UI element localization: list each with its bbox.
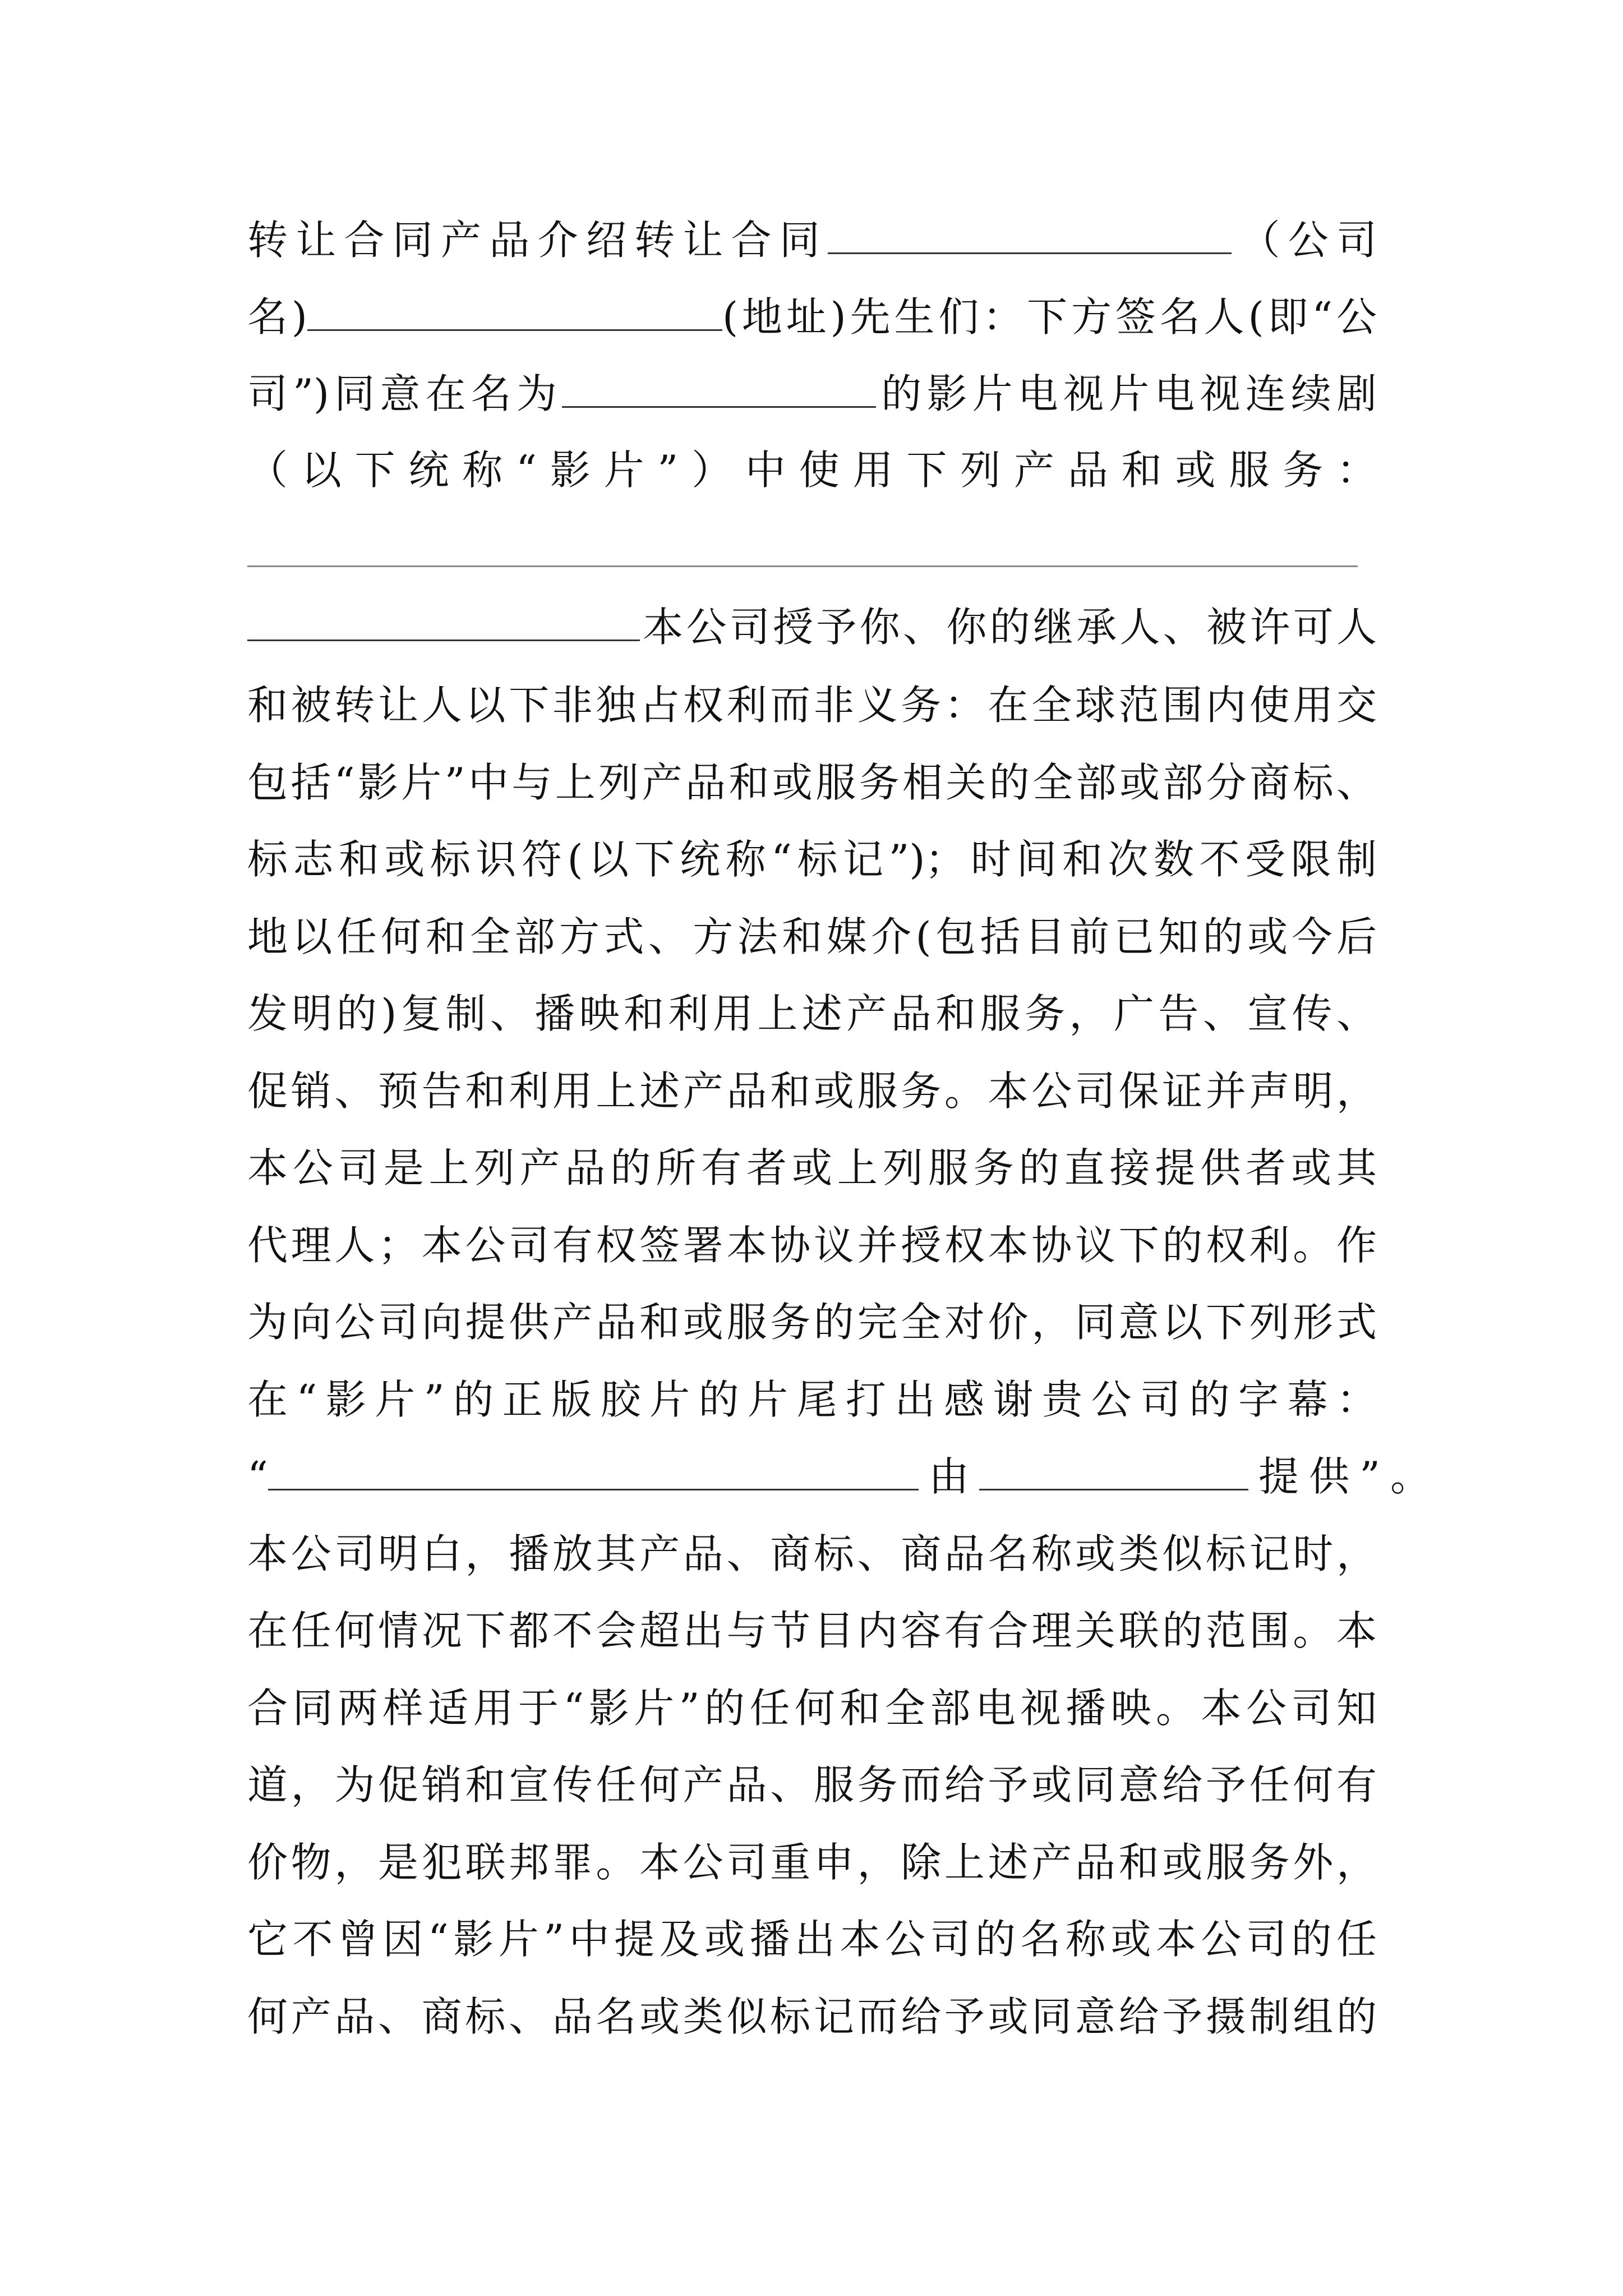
fill-blank [979, 1455, 1248, 1490]
text-line [247, 1217, 1377, 1273]
line-text: 本公司明白，播放其产品、商标、商品名称或类似标记时， [247, 1530, 1377, 1577]
line-text: 价物，是犯联邦罪。本公司重申，除上述产品和或服务外， [247, 1839, 1377, 1886]
line-text: 由 [918, 1453, 979, 1500]
line-text: 的影片电视片电视连续剧 [876, 370, 1377, 417]
line-text: 本公司授予你、你的继承人、被许可人 [640, 604, 1377, 651]
text-line [247, 212, 1377, 268]
text-line [247, 677, 1377, 733]
line-text: 发明的)复制、播映和利用上述产品和服务，广告、宣传、 [247, 990, 1377, 1037]
line-text: 和被转让人以下非独占权利而非义务：在全球范围内使用交 [247, 682, 1377, 729]
fill-blank [828, 219, 1232, 254]
line-text: 名) [247, 293, 307, 341]
line-text: 为向公司向提供产品和或服务的完全对价，同意以下列形式 [247, 1299, 1377, 1346]
text-line [247, 1603, 1377, 1659]
text-line [247, 1294, 1377, 1350]
text-line [247, 1680, 1377, 1736]
text-line [247, 1448, 1431, 1504]
text-line [247, 599, 1377, 655]
text-line [247, 1063, 1377, 1119]
line-text: 本公司是上列产品的所有者或上列服务的直接提供者或其 [247, 1144, 1377, 1191]
text-line [247, 986, 1377, 1042]
fill-blank [247, 606, 640, 641]
text-line [247, 909, 1377, 965]
fill-blank [307, 296, 722, 331]
line-text: 在“影片”的正版胶片的片尾打出感谢贵公司的字幕： [247, 1376, 1377, 1423]
text-line [247, 1757, 1377, 1813]
line-text: 促销、预告和利用上述产品和或服务。本公司保证并声明， [247, 1068, 1377, 1115]
line-text: （以下统称“影片”）中使用下列产品和或服务： [247, 447, 1377, 494]
line-text: 提供”。 [1248, 1453, 1431, 1500]
text-line [247, 442, 1377, 498]
line-text: 道，为促销和宣传任何产品、服务而给予或同意给予任何有 [247, 1761, 1377, 1809]
line-text: (地址)先生们：下方签名人(即“公 [722, 293, 1377, 341]
line-text: 合同两样适用于“影片”的任何和全部电视播映。本公司知 [247, 1685, 1377, 1732]
line-text: “ [247, 1453, 268, 1500]
text-line [247, 1372, 1377, 1428]
text-line [247, 1526, 1377, 1582]
separator-line [247, 565, 1358, 567]
line-text: 在任何情况下都不会超出与节目内容有合理关联的范围。本 [247, 1607, 1377, 1654]
text-line [247, 1140, 1377, 1196]
line-text: 代理人；本公司有权签署本协议并授权本协议下的权利。作 [247, 1222, 1377, 1269]
text-line [247, 289, 1377, 345]
line-text: 标志和或标识符(以下统称“标记”)；时间和次数不受限制 [247, 836, 1377, 883]
line-text: （公司 [1232, 217, 1377, 264]
text-line [247, 1834, 1377, 1890]
text-line [247, 1989, 1377, 2045]
text-line [247, 754, 1377, 811]
text-line [247, 366, 1377, 422]
line-text: 何产品、商标、品名或类似标记而给予或同意给予摄制组的 [247, 1993, 1377, 2040]
text-line [247, 1911, 1377, 1967]
line-text: 地以任何和全部方式、方法和媒介(包括目前已知的或今后 [247, 913, 1377, 960]
line-text: 它不曾因“影片”中提及或播出本公司的名称或本公司的任 [247, 1916, 1377, 1963]
fill-blank [562, 372, 876, 408]
fill-blank [268, 1455, 919, 1490]
text-line [247, 831, 1377, 887]
line-text: 包括“影片”中与上列产品和或服务相关的全部或部分商标、 [247, 759, 1377, 806]
line-text: 司”)同意在名为 [247, 370, 562, 417]
line-text: 转让合同产品介绍转让合同 [247, 217, 828, 264]
